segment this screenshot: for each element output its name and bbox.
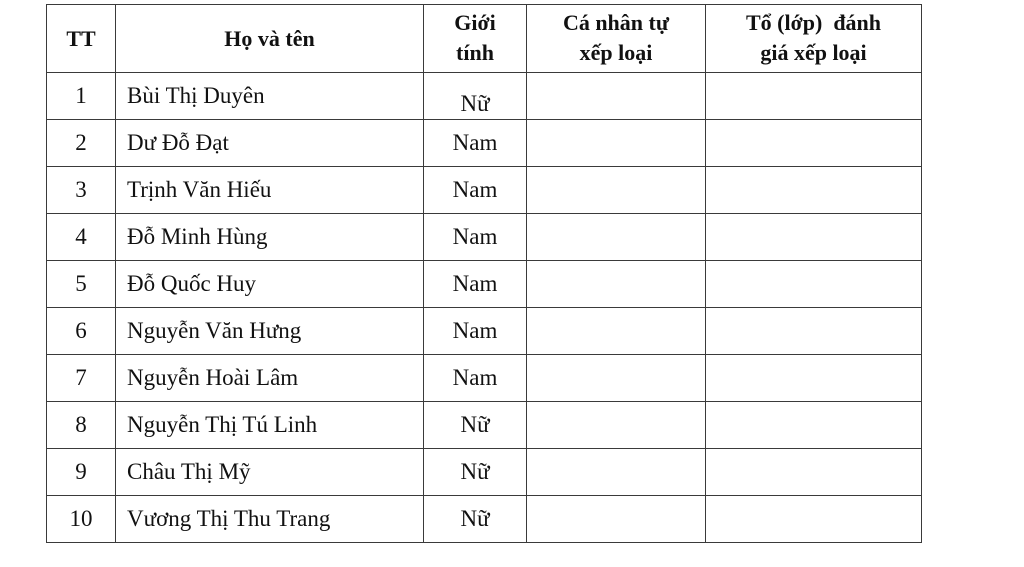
table-row: [47, 402, 922, 449]
header-row: [47, 5, 922, 73]
student-name-cell: Nguyễn Thị Tú Linh: [116, 402, 424, 449]
header-self-rating: [527, 5, 706, 73]
self-rating-cell[interactable]: [527, 73, 706, 120]
row-number-cell: 6: [47, 308, 116, 355]
student-name-cell: Nguyễn Văn Hưng: [116, 308, 424, 355]
student-name-cell: Châu Thị Mỹ: [116, 449, 424, 496]
gender-cell: Nam: [424, 167, 527, 214]
self-rating-cell[interactable]: [527, 355, 706, 402]
row-number-cell: 9: [47, 449, 116, 496]
row-number-cell: 3: [47, 167, 116, 214]
gender-cell: Nam: [424, 120, 527, 167]
table-header: [47, 5, 922, 73]
row-number-cell: 4: [47, 214, 116, 261]
gender-cell: Nam: [424, 261, 527, 308]
table-row: [47, 73, 922, 120]
group-rating-cell[interactable]: [706, 355, 922, 402]
gender-cell: Nữ: [424, 496, 527, 543]
self-rating-cell[interactable]: [527, 308, 706, 355]
student-name-cell: Bùi Thị Duyên: [116, 73, 424, 120]
row-number-cell: 7: [47, 355, 116, 402]
row-number-cell: 1: [47, 73, 116, 120]
group-rating-cell[interactable]: [706, 496, 922, 543]
student-name-cell: Nguyễn Hoài Lâm: [116, 355, 424, 402]
header-tt: TT: [47, 5, 116, 73]
gender-cell: Nam: [424, 355, 527, 402]
table-row: [47, 214, 922, 261]
gender-cell: Nữ: [424, 449, 527, 496]
gender-cell: Nữ: [424, 73, 527, 120]
group-rating-cell[interactable]: [706, 167, 922, 214]
header-gender-line1: Giới: [454, 10, 496, 35]
student-name-cell: Đỗ Minh Hùng: [116, 214, 424, 261]
header-name: Họ và tên: [116, 5, 424, 73]
header-gender: [424, 5, 527, 73]
header-self-rating-line2: xếp loại: [579, 40, 653, 65]
self-rating-cell[interactable]: [527, 449, 706, 496]
self-rating-cell[interactable]: [527, 402, 706, 449]
self-rating-cell[interactable]: [527, 496, 706, 543]
table-row: [47, 261, 922, 308]
self-rating-cell[interactable]: [527, 261, 706, 308]
header-group-rating-line1: Tổ (lớp) đánh: [745, 10, 882, 35]
row-number-cell: 5: [47, 261, 116, 308]
student-rating-table: [46, 4, 922, 543]
header-gender-line2: tính: [456, 40, 494, 65]
self-rating-cell[interactable]: [527, 167, 706, 214]
table-row: [47, 167, 922, 214]
student-name-cell: Trịnh Văn Hiếu: [116, 167, 424, 214]
table-row: [47, 355, 922, 402]
gender-cell: Nam: [424, 214, 527, 261]
student-name-cell: Dư Đỗ Đạt: [116, 120, 424, 167]
header-group-rating: [706, 5, 922, 73]
self-rating-cell[interactable]: [527, 120, 706, 167]
gender-cell: Nữ: [424, 402, 527, 449]
group-rating-cell[interactable]: [706, 214, 922, 261]
gender-cell: Nam: [424, 308, 527, 355]
row-number-cell: 8: [47, 402, 116, 449]
student-name-cell: Đỗ Quốc Huy: [116, 261, 424, 308]
self-rating-cell[interactable]: [527, 214, 706, 261]
group-rating-cell[interactable]: [706, 449, 922, 496]
header-self-rating-line1: Cá nhân tự: [562, 10, 670, 35]
row-number-cell: 10: [47, 496, 116, 543]
group-rating-cell[interactable]: [706, 73, 922, 120]
group-rating-cell[interactable]: [706, 261, 922, 308]
table-body: [47, 73, 922, 543]
group-rating-cell[interactable]: [706, 308, 922, 355]
table-row: [47, 449, 922, 496]
table-row: [47, 496, 922, 543]
student-name-cell: Vương Thị Thu Trang: [116, 496, 424, 543]
group-rating-cell[interactable]: [706, 402, 922, 449]
header-group-rating-line2: giá xếp loại: [760, 40, 867, 65]
row-number-cell: 2: [47, 120, 116, 167]
table-row: [47, 308, 922, 355]
group-rating-cell[interactable]: [706, 120, 922, 167]
table-row: [47, 120, 922, 167]
